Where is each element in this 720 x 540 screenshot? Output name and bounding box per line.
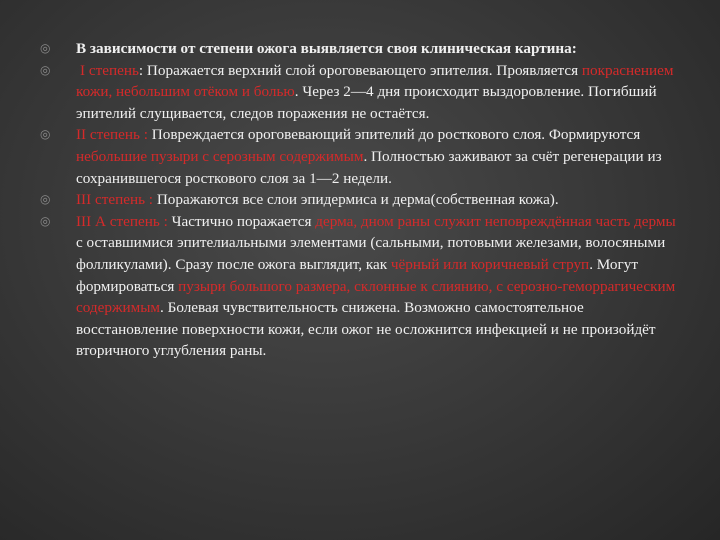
- degree-3a-outcome: . Болевая чувствительность снижена. Возможно самостоятельное восстановление поверхности кожи, если ожог не осложнится инфекцией и не произойдёт вторичного углубления раны.: [76, 299, 656, 360]
- degree-3-text: Поражаются все слои эпидермиса и дерма(собственная кожа).: [153, 191, 559, 209]
- degree-2-title: II степень :: [76, 126, 148, 144]
- bullet-item-degree-1: [40, 60, 685, 125]
- degree-3a-dermis: дерма, дном раны служит неповреждённая часть дермы: [315, 212, 676, 230]
- degree-2-symptoms: небольшие пузыри с серозным содержимым: [76, 147, 364, 165]
- degree-1-symptoms: покраснением кожи, небольшим отёком и болью: [76, 61, 674, 101]
- degree-3a-mid: . Могут формироваться: [76, 255, 638, 295]
- degree-1-text: : Поражается верхний слой ороговевающего эпителия. Проявляется: [138, 61, 582, 79]
- degree-3a-elements: с оставшимися эпителиальными элементами (сальными, потовыми железами, волосяными фолликулами). Сразу после ожога выглядит, как: [76, 234, 666, 273]
- degree-3-title: III степень :: [76, 191, 154, 209]
- slide-content: [40, 38, 685, 362]
- bullet-item-intro: [40, 38, 685, 60]
- bullet-item-degree-3: [40, 189, 685, 211]
- degree-3a-blisters: пузыри большого размера, склонные к слиянию, с серозно-геморрагическим содержимым: [76, 277, 676, 317]
- degree-1-outcome: . Через 2—4 дня происходит выздоровление. Погибший эпителий слущивается, следов поражения не остаётся.: [76, 83, 657, 122]
- degree-2-outcome: . Полностью заживают за счёт регенерации из сохранившегося росткового слоя за 1—2 недели.: [76, 147, 662, 187]
- degree-1-title: I степень: [80, 61, 139, 79]
- circle-bullet-icon: ◎: [40, 41, 51, 55]
- circle-bullet-icon: ◎: [40, 62, 51, 77]
- circle-bullet-icon: ◎: [40, 213, 51, 228]
- bullet-item-degree-2: [40, 124, 685, 189]
- circle-bullet-icon: ◎: [40, 192, 51, 207]
- degree-3a-title: III А степень :: [76, 212, 168, 230]
- degree-3a-text: Частично поражается: [167, 212, 316, 230]
- bullet-item-degree-3a: [40, 211, 685, 362]
- degree-3a-scab: чёрный или коричневый струп: [390, 255, 590, 273]
- intro-text: В зависимости от степени ожога выявляется своя клиническая картина:: [76, 40, 577, 57]
- circle-bullet-icon: ◎: [40, 127, 51, 142]
- degree-2-text: Повреждается ороговевающий эпителий до росткового слоя. Формируются: [147, 126, 641, 144]
